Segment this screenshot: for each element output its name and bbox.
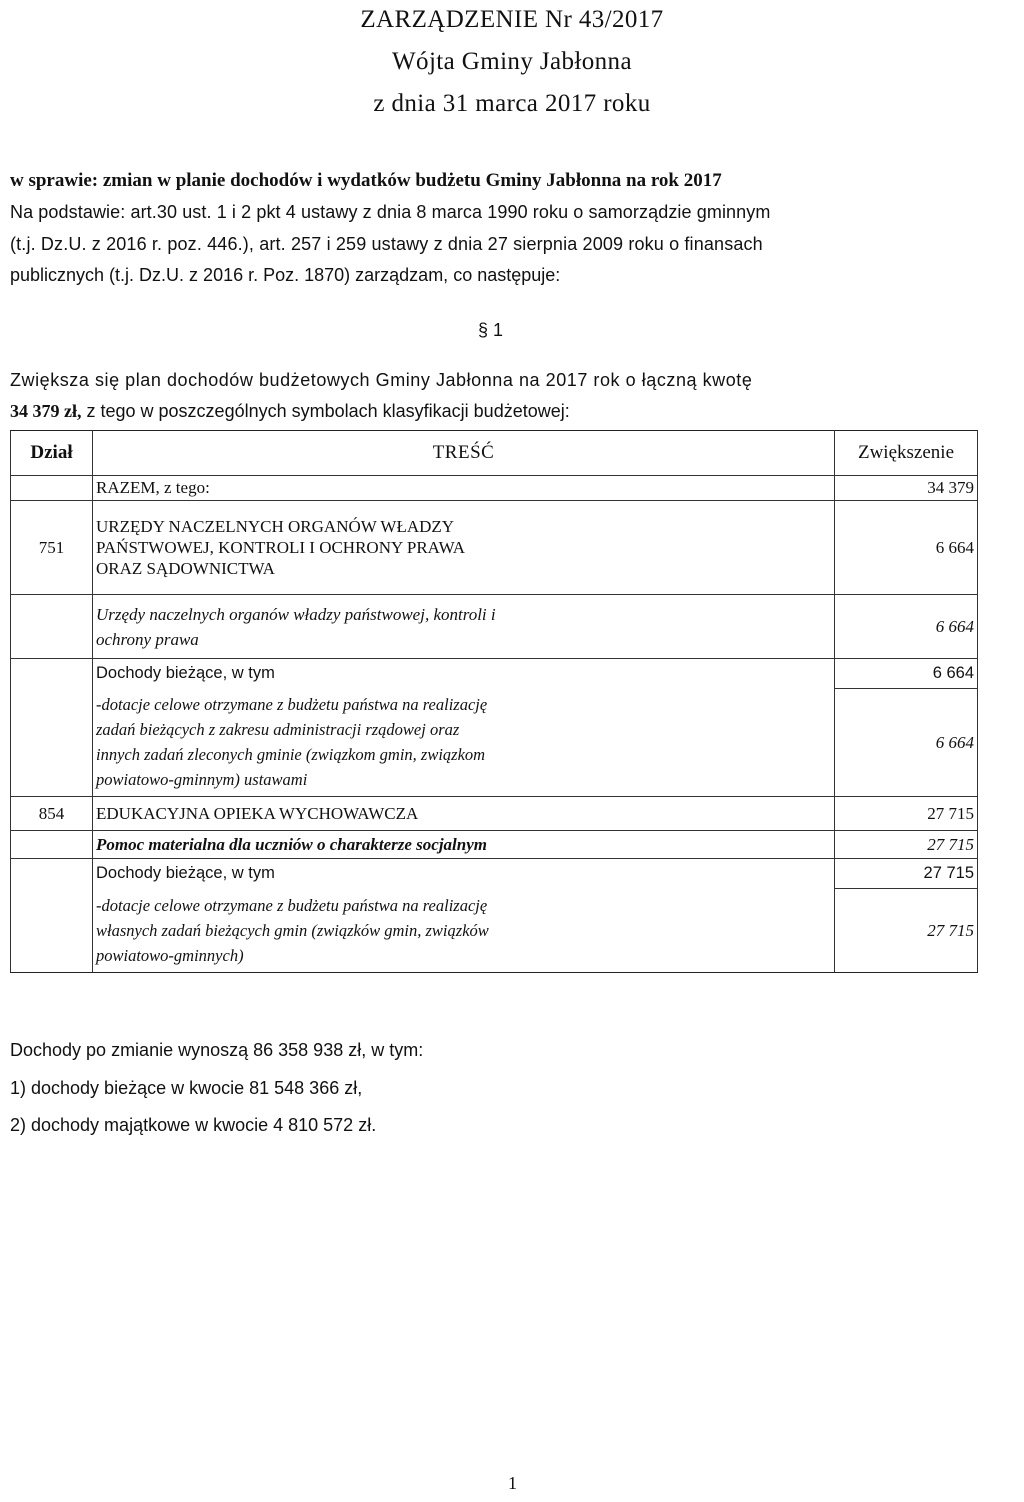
dzial-751-title-l2: PAŃSTWOWEJ, KONTROLI I OCHRONY PRAWA: [96, 538, 466, 557]
table-header-row: [11, 431, 978, 476]
table-row-751-current: [11, 659, 978, 689]
current-854-label: Dochody bieżące, w tym: [93, 859, 835, 889]
intro-amount: 34 379 zł,: [10, 401, 82, 421]
grant-751-label: [93, 689, 835, 797]
rozdzial-751-label: [93, 595, 835, 659]
section-mark: § 1: [478, 320, 504, 340]
grant-751-l1: -dotacje celowe otrzymane z budżetu państwa na realizację: [96, 695, 488, 715]
dzial-751-title-l1: URZĘDY NACZELNYCH ORGANÓW WŁADZY: [96, 517, 455, 536]
basis-line-1: Na podstawie: art.30 ust. 1 i 2 pkt 4 ustawy z dnia 8 marca 1990 roku o samorządzie gminnym: [10, 202, 771, 222]
intro-rest: z tego w poszczególnych symbolach klasyfikacji budżetowej:: [81, 401, 570, 421]
current-751-label: Dochody bieżące, w tym: [93, 659, 835, 689]
total-amount: 34 379: [835, 476, 978, 501]
table-row-854-current: [11, 859, 978, 889]
page-number: 1: [508, 1473, 517, 1493]
grant-751-amount: 6 664: [835, 689, 978, 797]
total-label: RAZEM, z tego:: [93, 476, 835, 501]
dzial-751-code: 751: [11, 501, 93, 595]
grant-751-l3: innych zadań zleconych gminie (związkom gmin, związkom: [96, 745, 486, 765]
intro-line-1: Zwiększa się plan dochodów budżetowych Gminy Jabłonna na 2017 rok o łączną kwotę: [10, 370, 753, 390]
header-tresc: TREŚĆ: [93, 431, 835, 476]
subject-line: w sprawie: zmian w planie dochodów i wydatków budżetu Gminy Jabłonna na rok 2017: [10, 170, 722, 191]
current-751-amount: 6 664: [835, 659, 978, 689]
grant-751-l2: zadań bieżących z zakresu administracji rządowej oraz: [96, 720, 460, 740]
dzial-854-amount: 27 715: [835, 797, 978, 831]
table-row-751-sub: [11, 595, 978, 659]
grant-854-l1: -dotacje celowe otrzymane z budżetu państwa na realizację: [96, 895, 488, 915]
summary-line-2: 1) dochody bieżące w kwocie 81 548 366 zł,: [10, 1078, 363, 1098]
dzial-854-title: EDUKACYJNA OPIEKA WYCHOWAWCZA: [93, 797, 835, 831]
rozdzial-854-label: Pomoc materialna dla uczniów o charakterze socjalnym: [93, 831, 835, 859]
grant-854-l2: własnych zadań bieżących gmin (związków gmin, związków: [96, 920, 489, 940]
grant-854-l3: powiatowo-gminnych): [96, 945, 244, 965]
rozdzial-751-l1: Urzędy naczelnych organów władzy państwowej, kontroli i: [96, 604, 496, 624]
summary-line-3: 2) dochody majątkowe w kwocie 4 810 572 zł.: [10, 1115, 377, 1135]
dzial-751-title: [93, 501, 835, 595]
grant-854-amount: 27 715: [835, 889, 978, 973]
summary-line-1: Dochody po zmianie wynoszą 86 358 938 zł, w tym:: [10, 1040, 424, 1060]
intro-line-2: [10, 401, 570, 422]
budget-table: [10, 430, 978, 973]
dzial-854-code: 854: [11, 797, 93, 831]
table-row-854: [11, 797, 978, 831]
grant-854-label: [93, 889, 835, 973]
rozdzial-854-amount: 27 715: [835, 831, 978, 859]
header-dzial: Dział: [11, 431, 93, 476]
dzial-751-title-l3: ORAZ SĄDOWNICTWA: [96, 559, 275, 578]
grant-751-l4: powiatowo-gminnym) ustawami: [96, 770, 308, 790]
date-line: z dnia 31 marca 2017 roku: [373, 90, 651, 117]
rozdzial-751-l2: ochrony prawa: [96, 629, 199, 649]
current-854-amount: 27 715: [835, 859, 978, 889]
basis-line-3: publicznych (t.j. Dz.U. z 2016 r. Poz. 1870) zarządzam, co następuje:: [10, 265, 561, 285]
table-row-751: [11, 501, 978, 595]
header-zwiekszenie: Zwiększenie: [835, 431, 978, 476]
dzial-751-amount: 6 664: [835, 501, 978, 595]
document-title: ZARZĄDZENIE Nr 43/2017: [360, 6, 664, 33]
table-row-751-grant: [11, 689, 978, 797]
rozdzial-751-amount: 6 664: [835, 595, 978, 659]
table-row-854-sub: [11, 831, 978, 859]
basis-line-2: (t.j. Dz.U. z 2016 r. poz. 446.), art. 257 i 259 ustawy z dnia 27 sierpnia 2009 roku o finansach: [10, 234, 763, 254]
table-row-854-grant: [11, 889, 978, 973]
table-row-total: [11, 476, 978, 501]
issuer-line: Wójta Gminy Jabłonna: [392, 48, 632, 75]
